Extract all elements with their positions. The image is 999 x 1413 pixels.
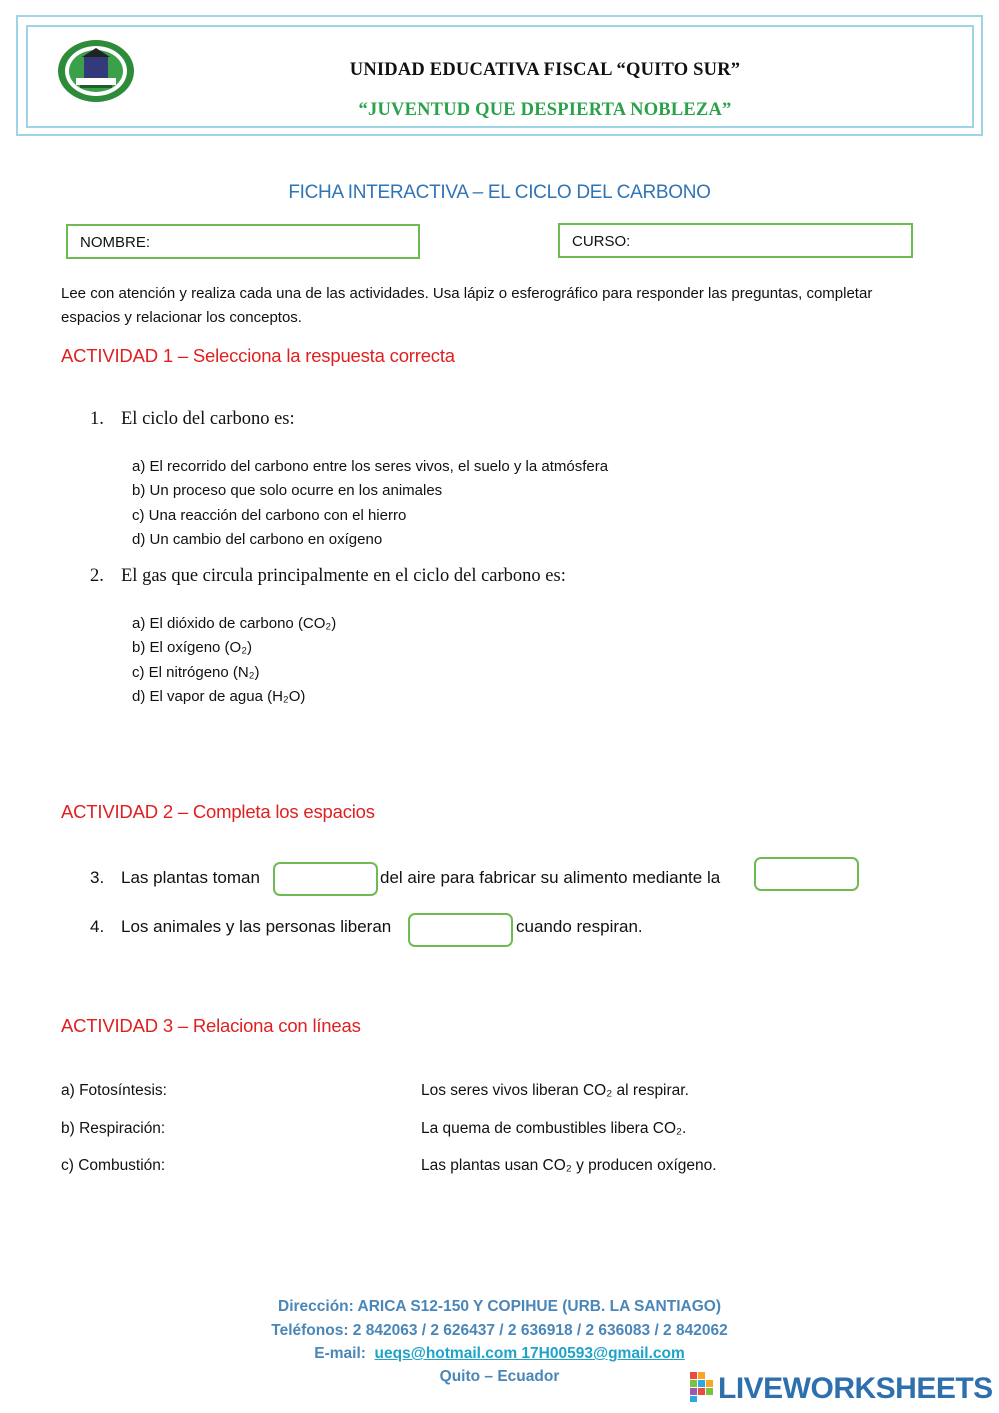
question-text: El ciclo del carbono es: bbox=[121, 409, 295, 429]
footer-city: Quito – Ecuador bbox=[439, 1368, 560, 1385]
option-c[interactable]: c) El nitrógeno (N₂) bbox=[132, 663, 260, 681]
school-motto: “JUVENTUD QUE DESPIERTA NOBLEZA” bbox=[358, 100, 732, 120]
option-a[interactable]: a) El dióxido de carbono (CO₂) bbox=[132, 615, 337, 632]
question-2-options bbox=[132, 612, 336, 709]
option-d[interactable]: d) El vapor de agua (H₂O) bbox=[132, 687, 306, 705]
question-3 bbox=[90, 868, 260, 888]
worksheet-title: FICHA INTERACTIVA – EL CICLO DEL CARBONO bbox=[288, 182, 711, 203]
footer-phones: Teléfonos: 2 842063 / 2 626437 / 2 636918 / 2 636083 / 2 842062 bbox=[271, 1322, 728, 1339]
option-b[interactable]: b) Un proceso que solo ocurre en los animales bbox=[132, 482, 443, 500]
name-label: NOMBRE: bbox=[80, 234, 151, 251]
question-4-part1: Los animales y las personas liberan bbox=[121, 917, 392, 936]
question-number: 2. bbox=[90, 566, 104, 586]
question-number: 1. bbox=[90, 409, 104, 429]
question-4 bbox=[90, 917, 391, 937]
footer-email-label: E-mail: bbox=[314, 1345, 366, 1362]
option-c[interactable]: c) Una reacción del carbono con el hierro bbox=[132, 506, 407, 524]
question-number: 3. bbox=[90, 868, 105, 887]
liveworksheets-text: LIVEWORKSHEETS bbox=[718, 1372, 993, 1405]
liveworksheets-logo-icon bbox=[690, 1372, 714, 1407]
match-left-b[interactable]: b) Respiración: bbox=[61, 1120, 166, 1137]
course-label: CURSO: bbox=[572, 233, 631, 250]
question-text: El gas que circula principalmente en el ciclo del carbono es: bbox=[121, 566, 566, 586]
question-3-part1: Las plantas toman bbox=[121, 868, 260, 887]
school-name: UNIDAD EDUCATIVA FISCAL “QUITO SUR” bbox=[349, 60, 741, 80]
activity-2-title: ACTIVIDAD 2 – Completa los espacios bbox=[61, 801, 375, 822]
footer-address: Dirección: ARICA S12-150 Y COPIHUE (URB. LA SANTIAGO) bbox=[278, 1298, 721, 1315]
liveworksheets-watermark bbox=[690, 1372, 993, 1406]
name-field[interactable] bbox=[66, 224, 420, 259]
activity-3-title: ACTIVIDAD 3 – Relaciona con líneas bbox=[61, 1015, 361, 1036]
option-b[interactable]: b) El oxígeno (O₂) bbox=[132, 639, 253, 657]
instructions: Lee con atención y realiza cada una de las actividades. Usa lápiz o esferográfico para responder las preguntas, completar espacios y relacionar los conceptos. bbox=[61, 285, 873, 326]
match-left-c[interactable]: c) Combustión: bbox=[61, 1157, 166, 1174]
school-seal-icon bbox=[56, 38, 136, 104]
question-4-part2: cuando respiran. bbox=[516, 917, 643, 936]
blank-input-4[interactable] bbox=[408, 913, 513, 947]
question-1-options bbox=[132, 455, 608, 552]
blank-input-3b[interactable] bbox=[754, 857, 859, 891]
option-a[interactable]: a) El recorrido del carbono entre los seres vivos, el suelo y la atmósfera bbox=[132, 458, 609, 475]
question-number: 4. bbox=[90, 917, 105, 936]
match-left-a[interactable]: a) Fotosíntesis: bbox=[61, 1082, 167, 1099]
option-d[interactable]: d) Un cambio del carbono en oxígeno bbox=[132, 530, 383, 548]
question-3-part2: del aire para fabricar su alimento mediante la bbox=[380, 868, 721, 887]
match-right-2[interactable]: La quema de combustibles libera CO₂. bbox=[421, 1120, 687, 1137]
course-field[interactable] bbox=[558, 223, 913, 258]
blank-input-3a[interactable] bbox=[273, 862, 378, 896]
footer-email-links[interactable]: ueqs@hotmail.com 17H00593@gmail.com bbox=[374, 1345, 685, 1362]
question-2 bbox=[90, 566, 566, 587]
question-1 bbox=[90, 409, 295, 430]
activity-1-title: ACTIVIDAD 1 – Selecciona la respuesta correcta bbox=[61, 345, 455, 366]
match-right-3[interactable]: Las plantas usan CO₂ y producen oxígeno. bbox=[421, 1157, 717, 1174]
footer-email bbox=[0, 1345, 999, 1363]
match-right-1[interactable]: Los seres vivos liberan CO₂ al respirar. bbox=[421, 1082, 689, 1099]
